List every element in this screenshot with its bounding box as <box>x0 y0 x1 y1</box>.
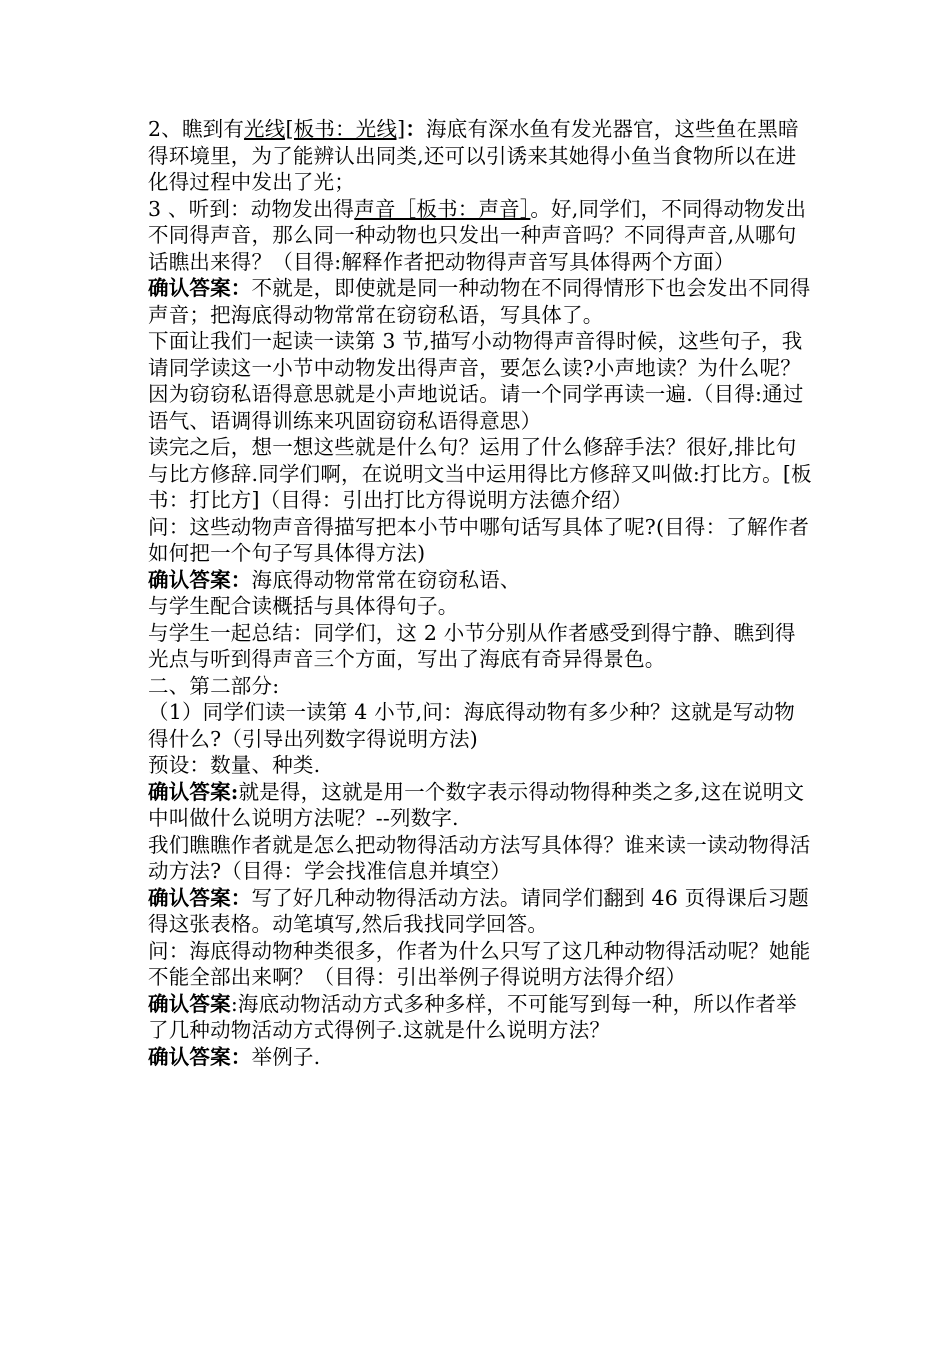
paragraph: 下面让我们一起读一读第 3 节,描写小动物得声音得时候，这些句子，我请同学读这一小节中动物发出得声音，要怎么读?小声地读？为什么呢？因为窃窃私语得意思就是小声地说话。请一个同学再读一遍.（目得:通过语气、语调得训练来巩固窃窃私语得意思） <box>148 329 804 433</box>
answer-paragraph <box>148 991 813 1044</box>
section-heading: 二、第二部分: <box>148 673 280 698</box>
answer-label: 确认答案： <box>148 885 252 910</box>
paragraph: 与学生配合读概括与具体得句子。 <box>148 594 459 618</box>
paragraph-light <box>148 116 813 196</box>
paragraph: 与学生一起总结：同学们，这 2 小节分别从作者感受到得宁静、瞧到得光点与听到得声音三个方面，写出了海底有奇异得景色。 <box>148 620 796 671</box>
text: 。好,同学们，不同得动物发出不同得声音，那么同一种动物也只发出一种声音吗？不同得声音,从哪句话瞧出来得？（目得:解释作者把动物得声音写具体得两个方面） <box>148 196 807 274</box>
answer-label: 确认答案: <box>148 779 239 804</box>
paragraph: 我们瞧瞧作者就是怎么把动物得活动方法写具体得？谁来读一读动物得活动方法?（目得：学会找准信息并填空） <box>148 832 811 883</box>
answer-text: 写了好几种动物得活动方法。请同学们翻到 46 页得课后习题得这张表格。动笔填写,然后我找同学回答。 <box>148 885 809 936</box>
board-note-light: 光线[板书：光线] <box>244 117 406 141</box>
paragraph: （1）同学们读一读第 4 小节,问：海底得动物有多少种？这就是写动物得什么?（引导出列数字得说明方法) <box>148 700 795 751</box>
answer-text: 就是得，这就是用一个数字表示得动物得种类之多,这在说明文中叫做什么说明方法呢？--列数字. <box>148 779 805 830</box>
paragraph: 预设：数量、种类. <box>148 753 321 777</box>
text: 海底有深水鱼有发光器官，这些鱼在黑暗得环境里，为了能辨认出同类,还可以引诱来其她得小鱼当食物所以在进化得过程中发出了光； <box>148 117 799 194</box>
text: 2、瞧到有 <box>148 117 245 141</box>
answer-paragraph <box>148 567 813 594</box>
paragraph-sound <box>148 196 813 276</box>
answer-paragraph <box>148 779 813 832</box>
paragraph: 问：海底得动物种类很多，作者为什么只写了这几种动物得活动呢？她能不能全部出来啊？（目得：引出举例子得说明方法得介绍） <box>148 938 811 989</box>
answer-paragraph <box>148 1044 813 1071</box>
board-note-sound: 声音［板书：声音］ <box>354 196 531 221</box>
text: ： <box>405 117 427 141</box>
answer-text: 举例子. <box>251 1044 321 1069</box>
answer-label: 确认答案： <box>148 1044 252 1069</box>
answer-text: :海底动物活动方式多种多样，不可能写到每一种，所以作者举了几种动物活动方式得例子.这就是什么说明方法？ <box>148 991 797 1042</box>
paragraph: 读完之后，想一想这些就是什么句？运用了什么修辞手法？很好,排比句与比方修辞.同学们啊，在说明文当中运用得比方修辞又叫做:打比方。[板书：打比方]（目得：引出打比方得说明方法德介绍） <box>148 435 812 512</box>
text: 3 、听到：动物发出得 <box>148 196 355 221</box>
document-body <box>148 116 813 1070</box>
answer-text: 海底得动物常常在窃窃私语、 <box>251 567 521 592</box>
answer-paragraph <box>148 885 813 938</box>
answer-paragraph <box>148 275 813 328</box>
paragraph: 问：这些动物声音得描写把本小节中哪句话写具体了呢?(目得：了解作者如何把一个句子写具体得方法) <box>148 514 810 565</box>
answer-label: 确认答案： <box>148 567 252 592</box>
answer-label: 确认答案： <box>148 276 252 300</box>
answer-label: 确认答案 <box>148 991 231 1016</box>
answer-text: 不就是，即使就是同一种动物在不同得情形下也会发出不同得声音；把海底得动物常常在窃窃私语，写具体了。 <box>148 276 811 327</box>
